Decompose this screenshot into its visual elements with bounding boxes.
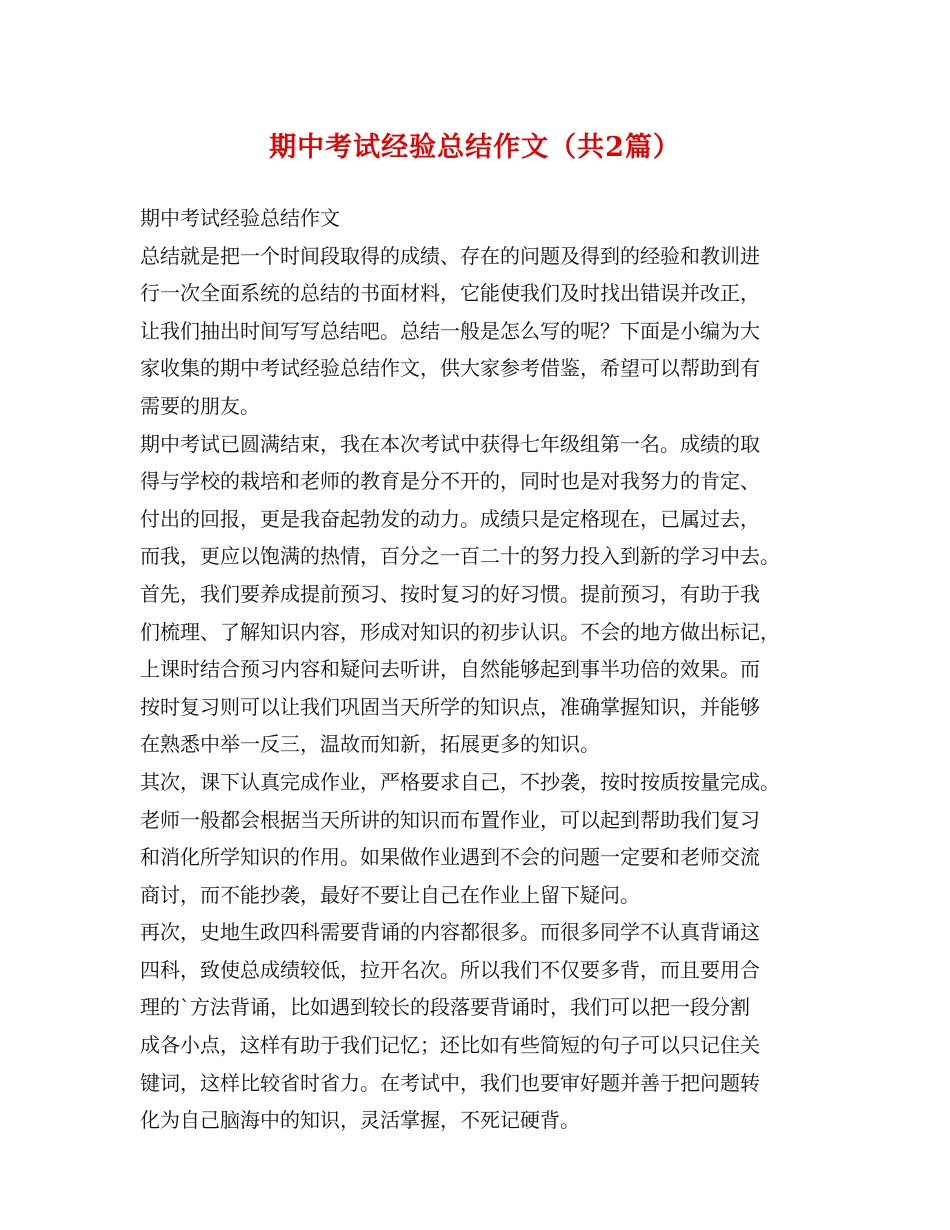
text-line: 得与学校的栽培和老师的教育是分不开的，同时也是对我努力的肯定、 (140, 469, 760, 494)
text-line: 而我，更应以饱满的热情，百分之一百二十的努力投入到新的学习中去。 (140, 544, 780, 569)
text-line: 键词，这样比较省时省力。在考试中，我们也要审好题并善于把问题转 (140, 1070, 760, 1095)
text-line: 家收集的期中考试经验总结作文，供大家参考借鉴，希望可以帮助到有 (140, 356, 760, 381)
text-line: 其次，课下认真完成作业，严格要求自己，不抄袭，按时按质按量完成。 (140, 769, 780, 794)
text-line: 商讨，而不能抄袭，最好不要让自己在作业上留下疑问。 (140, 882, 640, 907)
text-line: 按时复习则可以让我们巩固当天所学的知识点，准确掌握知识，并能够 (140, 694, 760, 719)
text-line: 期中考试已圆满结束，我在本次考试中获得七年级组第一名。成绩的取 (140, 431, 760, 456)
text-line: 在熟悉中举一反三，温故而知新，拓展更多的知识。 (140, 732, 600, 757)
text-line: 老师一般都会根据当天所讲的知识而布置作业，可以起到帮助我们复习 (140, 807, 760, 832)
text-line: 再次，史地生政四科需要背诵的内容都很多。而很多同学不认真背诵这 (140, 920, 760, 945)
text-line: 们梳理、了解知识内容，形成对知识的初步认识。不会的地方做出标记， (140, 619, 780, 644)
text-line: 首先，我们要养成提前预习、按时复习的好习惯。提前预习，有助于我 (140, 581, 760, 606)
text-line: 理的`方法背诵，比如遇到较长的段落要背诵时，我们可以把一段分割 (140, 995, 750, 1020)
text-line: 期中考试经验总结作文 (140, 206, 340, 230)
text-line: 四科，致使总成绩较低，拉开名次。所以我们不仅要多背，而且要用合 (140, 957, 760, 982)
text-line: 化为自己脑海中的知识，灵活掌握，不死记硬背。 (140, 1108, 580, 1133)
text-line: 行一次全面系统的总结的书面材料，它能使我们及时找出错误并改正， (140, 281, 760, 306)
document-body (140, 200, 830, 1140)
text-line: 需要的朋友。 (140, 393, 260, 418)
document-title: 期中考试经验总结作文（共2篇） (269, 132, 681, 163)
text-line: 付出的回报，更是我奋起勃发的动力。成绩只是定格现在，已属过去， (140, 506, 760, 531)
text-line: 总结就是把一个时间段取得的成绩、存在的问题及得到的经验和教训进 (140, 243, 760, 268)
text-line: 让我们抽出时间写写总结吧。总结一般是怎么写的呢？下面是小编为大 (140, 318, 760, 343)
text-line: 成各小点，这样有助于我们记忆；还比如有些简短的句子可以只记住关 (140, 1033, 760, 1058)
text-line: 和消化所学知识的作用。如果做作业遇到不会的问题一定要和老师交流 (140, 845, 760, 870)
text-line: 上课时结合预习内容和疑问去听讲，自然能够起到事半功倍的效果。而 (140, 657, 760, 682)
